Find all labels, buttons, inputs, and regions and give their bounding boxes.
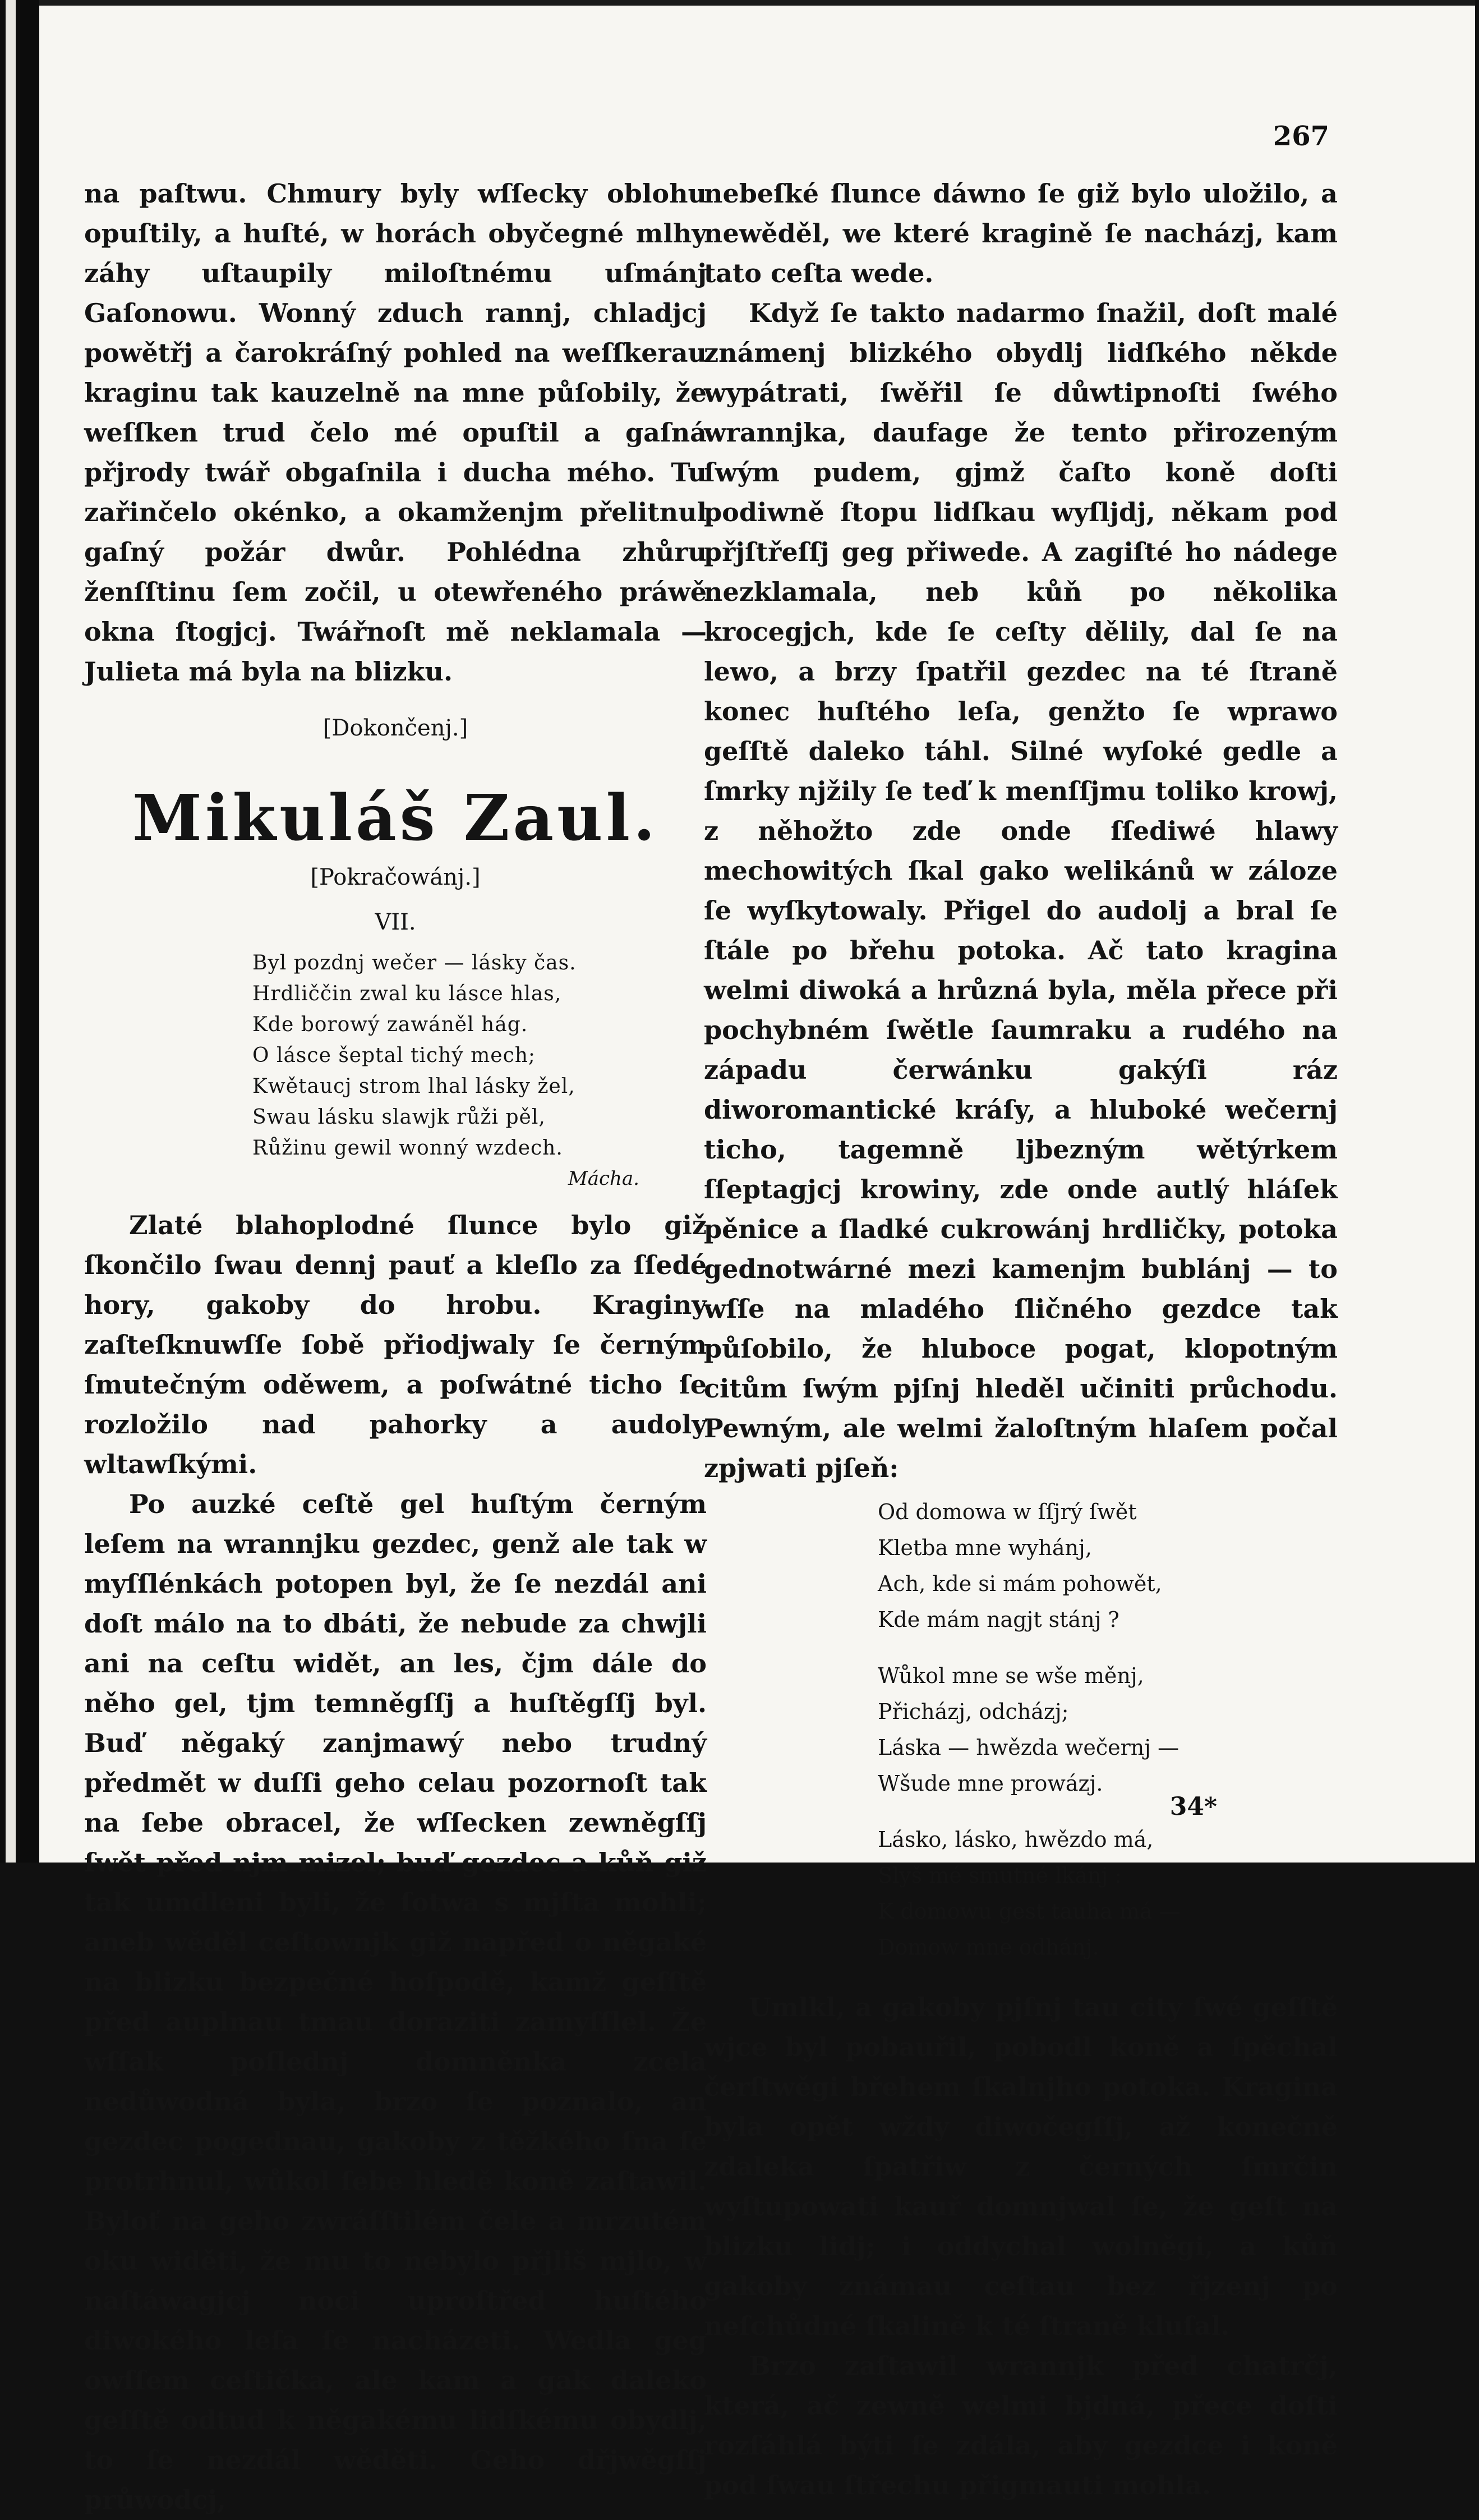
story-title: Mikuláš Zaul. — [132, 781, 658, 855]
paragraph: nebeſké ſlunce dáwno ſe giž bylo uložilo, a newěděl, we které kragině ſe nacházj, kam tato ceſta wede. — [704, 178, 1338, 288]
motto-line: Kde borowý zawáněl hág. — [252, 1013, 528, 1036]
song-line: Přicházj, odcházj; — [878, 1699, 1069, 1724]
paragraph: Když ſe takto nadarmo ſnažil, doſt malé známenj blizkého obydlj lidſkého někde wypátrati, ſwěřil ſe důwtipnoſti ſwého wrannjka, daufage že tento přirozeným ſwým pudem, gjmž čaſto koně doſti podiwně ſtopu lidſkau wyſljdj, někam pod přjſtřeſſj geg přiwede. A zagiſté ho nádege nezklamala, neb kůň po několika krocegjch, kde ſe ceſty dělily, dal ſe na lewo, a brzy ſpatřil gezdec na té ſtraně konec huſtého leſa, genžto ſe wprawo geſſtě daleko táhl. Silné wyſoké gedle a ſmrky njžily ſe teď k menſſjmu toliko krowj, z něhožto zde onde ſſediwé hlawy mechowitých ſkal gako welikánů w záloze ſe wyſkytowaly. Přigel do audolj a bral ſe ſtále po břehu potoka. Ač tato kragina welmi diwoká a hrůzná byla, měla přece při pochybném ſwětle ſaumraku a rudého na západu čerwánku gakýſi ráz diworomantické kráſy, a hluboké wečernj ticho, tagemně ljbezným wětýrkem ſſeptagjcj krowiny, zde onde autlý hláſek pěnice a ſladké cukrowánj hrdličky, potoka gednotwárné mezi kamenjm bublánj — to wſſe na mladého ſličného gezdce tak půſobilo, že hluboce pogat, klopotným citům ſwým pjſnj hleděl učiniti průchodu. Pewným, ale welmi žaloſtným hlaſem počal zpjwati pjſeň: — [704, 298, 1338, 1483]
song-line: K domowu gest tauha má — — [878, 1899, 1181, 1924]
page-number: 267 — [1273, 121, 1329, 152]
motto-line: Byl pozdnj wečer — lásky čas. — [252, 951, 577, 974]
motto-author: Mácha. — [568, 1167, 639, 1190]
left-column — [84, 174, 707, 2520]
paragraph: Brzo zaſtawil wrannjk před chatrčj, která, ač zewně welmi bjdná, přece doſti rozſáhlá býti ſe zdála, aby gezdce i koně pod ſwau ſtřechu přigmauti mohla. — [704, 2351, 1338, 2500]
paragraph: Umlkl, a gakoby pjſnj tau city ſwé geſſtě wjce byl pobauřil, pobodl koně a ſpěchal čerſtwěgi břehem ſkalnjho potoka. Kragina byla opět wždy diwočegſſj, až konečně zdaleka ſpatřiw z černých ſmrčin wyſtupowati kauř domnjwal ſe, že geſt na blizku lidj; i oddychal wolněgi, a kůň gakoby známau ceſtau bez řjzenj po neſchůdné ſkalině k té ſtraně kluſal. — [704, 1992, 1338, 2341]
printer-signature: 34* — [1169, 1792, 1217, 1821]
right-column — [704, 174, 1338, 2505]
song-line: Wůkol mne se wše měnj, — [878, 1663, 1144, 1688]
song-line: Wšude mne prowázj. — [878, 1771, 1103, 1796]
motto-line: Kwětaucj strom lhal lásky žel, — [252, 1075, 575, 1098]
song-line: Od domowa w ſſjrý ſwět — [878, 1500, 1137, 1524]
end-marker: [Dokončenj.] — [322, 715, 468, 741]
song-line: Ach, kde si mám pohowět, — [878, 1571, 1162, 1596]
scan-binding-edge — [0, 0, 39, 1863]
motto-line: Swau lásku slawjk růži pěl, — [252, 1106, 546, 1129]
continuation-marker: [Pokračowánj.] — [310, 864, 481, 890]
paragraph: Po auzké ceſtě gel huſtým černým leſem na wrannjku gezdec, genž ale tak w myſſlénkách potopen byl, že ſe nezdál ani doſt málo na to dbáti, že nebude za chwjli ani na ceſtu widět, an les, čjm dále do něho gel, tjm temněgſſj a huſtěgſſj byl. Buď něgaký zanjmawý nebo trudný předmět w duſſi geho celau pozornoſt tak na ſebe obracel, že wſſecken zewněgſſj ſwět před njm mizel; buď gezdec a kůň giž tak umdleni byli, že ſotwa s mjſta mohli; aneb wěděl ceſtownjk giž napřed o něgaké na blizku bezpečné hoſpodě, kamž geſſtě před auplnau tmau doraziti zamyſſlel. Že wſſak poſlednj domněnka zcela nedůwodná byla, brzo ſe poznalo, an gezdec pogednau, gakoby z těžkého ſna ſe protrhnul, wůkol ſebe hledě koně zaſtawil. Byloť na geho zwráſſtilém čele a mrzutém oku widěti, že mu to nebylo přjliš mjlo, w naſtáwagjcj noci uproſtřed huſtého diwokého leſa ſe nacházeti. Wedla geg owſſem ceſtička, ale kam a gak daleko geſſtě odtud k něgakému lidſkému obydlj, to ſe nezdál wěděti. Geho dřjwěgſſj průwodcj, — [84, 1489, 707, 2515]
paragraph: na paſtwu. Chmury byly wſſecky oblohu opuſtily, a huſté, w horách obyčegné mlhy záhy uſtaupily miloſtnému uſmánj Gaſonowu. Wonný zduch rannj, chladjcj powětřj a čarokráſný pohled na weſſkerau kraginu tak kauzelně na mne půſobily, že weſſken trud čelo mé opuſtil a gaſná přjrody twář obgaſnila i ducha mého. Tu zařinčelo okénko, a okamženjm přelitnul gaſný požár dwůr. Pohlédna zhůru ženſſtinu ſem zočil, u otewřeného práwě okna ſtogjcj. Twářnoſt mě neklamala — Julieta má byla na blizku. — [84, 178, 707, 687]
song-line: Kletba mne wyhánj, — [878, 1535, 1092, 1560]
chapter-number: VII. — [375, 909, 416, 935]
song-stanza — [878, 1658, 1338, 1801]
song-line: Domow mne odhánj. — [878, 1935, 1099, 1960]
motto-line: Hrdliččin zwal ku lásce hlas, — [252, 982, 562, 1005]
paragraph: Zlaté blahoplodné ſlunce bylo giž ſkončilo ſwau dennj pauť a kleſlo za ſſedé hory, gakoby do hrobu. Kraginy zaſteſknuwſſe ſobě přiodjwaly ſe černým ſmutečným oděwem, a poſwátné ticho ſe rozložilo nad pahorky a audoly wltawſkými. — [84, 1210, 707, 1479]
scan-top-edge — [39, 0, 1475, 6]
scan-page-edge — [6, 0, 16, 1863]
song — [878, 1494, 1338, 1965]
motto-poem — [252, 948, 707, 1164]
song-line: Láska — hwězda wečernj — — [878, 1735, 1179, 1760]
song-stanza — [878, 1822, 1338, 1965]
song-line: Lásko, lásko, hwězdo má, — [878, 1827, 1154, 1852]
motto-line: Růžinu gewil wonný wzdech. — [252, 1137, 563, 1160]
song-line: Kde mám nagjt stánj ? — [878, 1607, 1119, 1632]
book-page — [39, 0, 1475, 2515]
song-line: Slyš mé smutné lkánj : — [878, 1863, 1122, 1888]
motto-line: O lásce šeptal tichý mech; — [252, 1044, 536, 1067]
song-stanza — [878, 1494, 1338, 1638]
